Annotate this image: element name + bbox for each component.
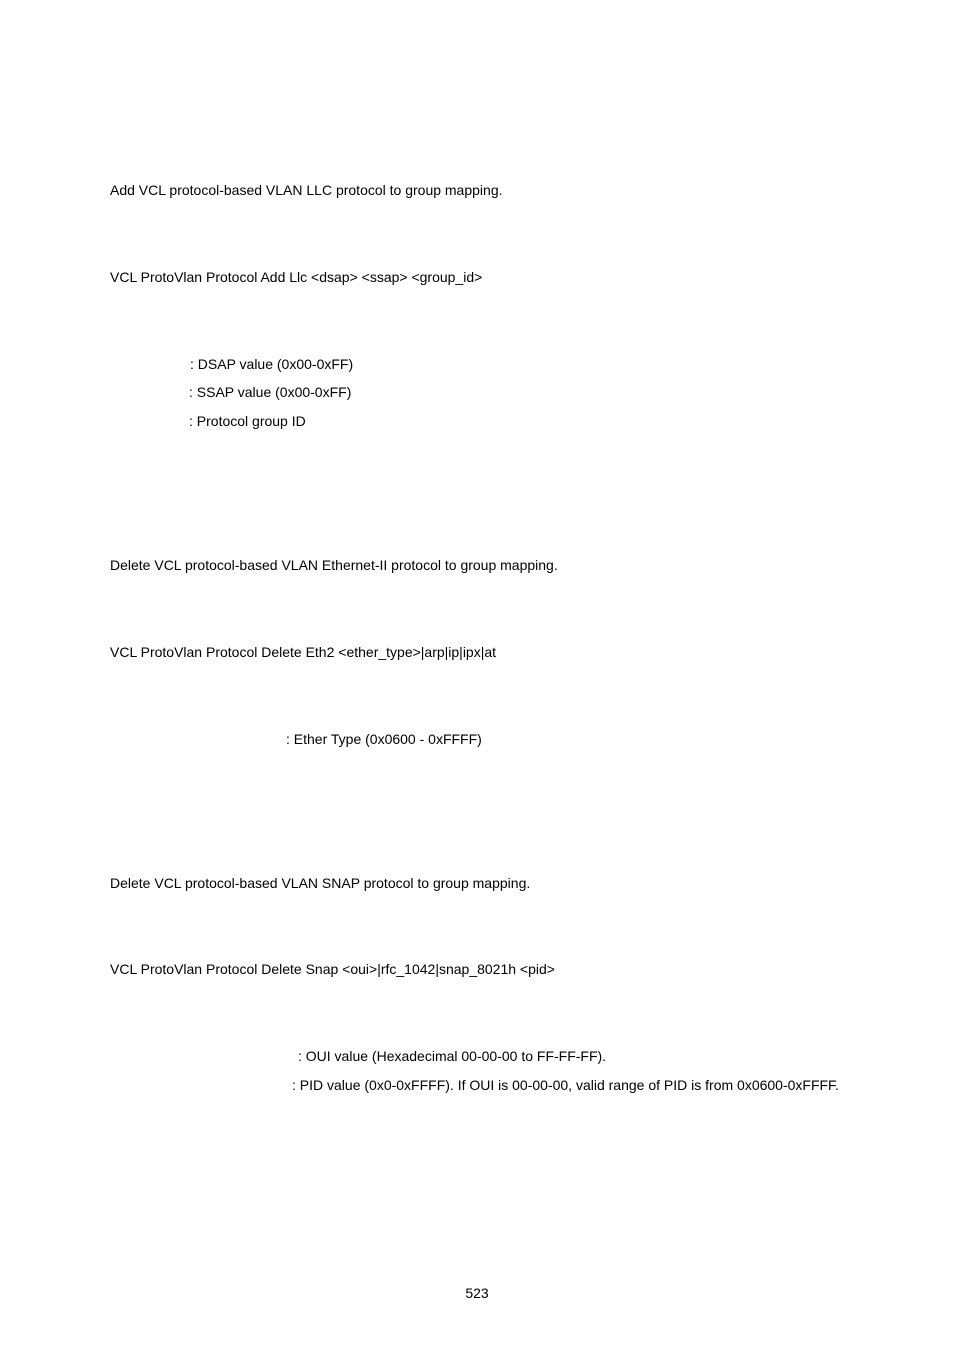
section-2-description: Delete VCL protocol-based VLAN Ethernet-II protocol to group mapping. <box>110 557 558 573</box>
section-3-param-pid: : PID value (0x0-0xFFFF). If OUI is 00-00-00, valid range of PID is from 0x0600-0xFFFF. <box>292 1077 839 1093</box>
section-1-param-ssap: : SSAP value (0x00-0xFF) <box>189 384 352 400</box>
section-3-description: Delete VCL protocol-based VLAN SNAP protocol to group mapping. <box>110 875 531 891</box>
section-3-syntax: VCL ProtoVlan Protocol Delete Snap <oui>|rfc_1042|snap_8021h <pid> <box>110 961 555 977</box>
section-1-description: Add VCL protocol-based VLAN LLC protocol to group mapping. <box>110 182 503 198</box>
section-1-syntax: VCL ProtoVlan Protocol Add Llc <dsap> <ssap> <group_id> <box>110 269 483 285</box>
section-2-syntax: VCL ProtoVlan Protocol Delete Eth2 <ether_type>|arp|ip|ipx|at <box>110 644 497 660</box>
section-1-param-dsap: : DSAP value (0x00-0xFF) <box>190 356 354 372</box>
page-number: 523 <box>465 1285 489 1301</box>
section-3-param-oui: : OUI value (Hexadecimal 00-00-00 to FF-FF-FF). <box>298 1048 607 1064</box>
section-1-param-group-id: : Protocol group ID <box>189 413 306 429</box>
section-2-param-ether-type: : Ether Type (0x0600 - 0xFFFF) <box>286 731 482 747</box>
